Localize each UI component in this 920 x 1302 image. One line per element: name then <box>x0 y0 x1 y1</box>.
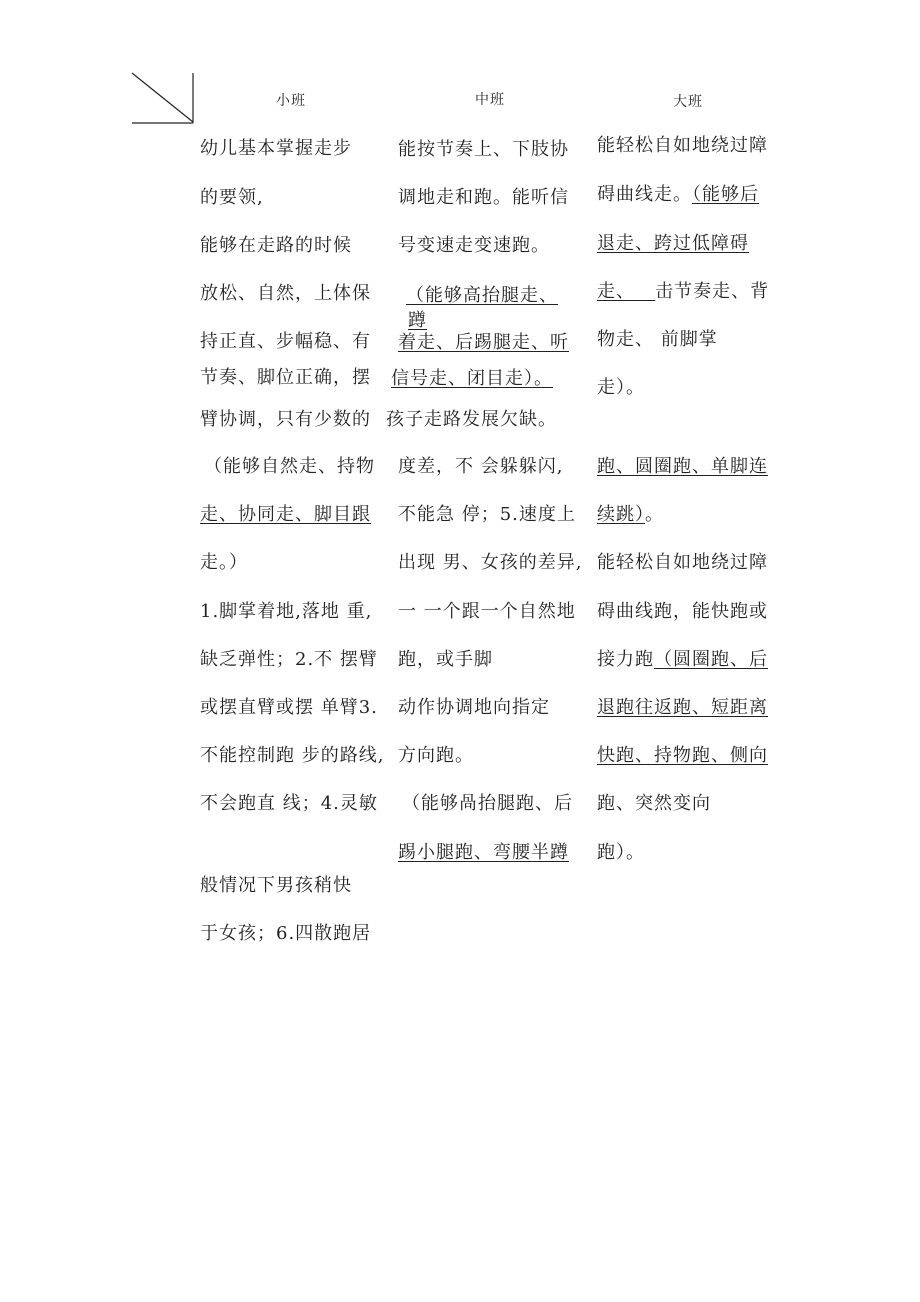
text-segment: 击节奏走、背 <box>655 281 770 302</box>
text-line: 动作协调地向指定 <box>398 697 550 718</box>
text-line: 一 一个跟一个自然地 <box>398 601 576 622</box>
text-line: 放松、自然，上体保 <box>200 283 371 304</box>
text-line: 物走、 前脚掌 <box>597 329 718 350</box>
text-line: 能轻松自如地绕过障 <box>597 135 768 156</box>
text-line-mixed <box>597 277 769 303</box>
text-line: 持正直、步幅稳、有 <box>200 331 371 352</box>
text-line: 跑，或手脚 <box>398 649 493 670</box>
text-line: 度差，不 会躲躲闪, <box>398 456 564 477</box>
text-line: 能轻松自如地绕过障 <box>597 552 768 573</box>
text-line: 走。） <box>200 552 248 573</box>
text-line: 能够在走路的时候 <box>200 235 352 256</box>
text-segment-underlined: （能够后 <box>692 184 759 205</box>
text-line: 出现 男、女孩的差异, <box>398 552 583 573</box>
text-line-underlined: 跑、圆圈跑、单脚连 <box>597 456 768 477</box>
text-line-underlined: 着走、后踢腿走、听 <box>398 332 569 353</box>
text-line: 跑）。 <box>597 842 645 863</box>
text-line: 臂协调，只有少数的 <box>200 409 371 430</box>
text-line: （能够咼抬腿跑、后 <box>402 793 573 814</box>
text-segment-underlined <box>635 281 655 302</box>
text-line-underlined: 蹲 <box>408 310 427 331</box>
text-line-mixed <box>597 645 768 671</box>
text-segment: 。 <box>645 504 664 525</box>
text-line: 不能急 停；5.速度上 <box>398 504 576 525</box>
text-segment: 接力跑 <box>597 649 654 670</box>
text-line: 孩子走路发展欠缺。 <box>386 409 557 430</box>
text-line: 能按节奏上、下肢协 <box>398 139 569 160</box>
text-line: 幼儿基本掌握走步 <box>200 138 352 159</box>
text-line-underlined: 走、协同走、脚目跟 <box>200 504 371 525</box>
text-segment-underlined: 续跳） <box>597 504 645 525</box>
text-line: （能够自然走、持物 <box>204 456 375 477</box>
text-line-underlined: 退走、跨过低障碍 <box>597 233 749 254</box>
text-segment-underlined: 走、 <box>597 281 635 302</box>
text-line: 不会跑直 线；4.灵敏 <box>200 793 378 814</box>
text-line: 碍曲线跑，能快跑或 <box>597 601 768 622</box>
text-line: 于女孩；6.四散跑居 <box>200 923 372 944</box>
text-segment-underlined: （圆圈跑、后 <box>654 649 768 670</box>
text-line: 般情况下男孩稍快 <box>200 875 352 896</box>
text-line: 跑、突然变向 <box>597 793 711 814</box>
header-diagonal-corner <box>131 72 195 124</box>
text-line-underlined: 信号走、闭目走）。 <box>391 368 553 389</box>
text-line-underlined: 踢小腿跑、弯腰半蹲 <box>398 842 569 863</box>
text-line-underlined: （能够高抬腿走、 <box>406 285 558 306</box>
text-line: 号变速走变速跑。 <box>398 235 550 256</box>
text-line-mixed <box>597 180 759 206</box>
text-line: 节奏、脚位正确，摆 <box>200 367 371 388</box>
text-line-underlined: 快跑、持物跑、侧向 <box>597 745 768 766</box>
text-line-mixed <box>597 500 664 526</box>
text-line: 走）。 <box>597 377 645 398</box>
header-middle-class: 中班 <box>475 92 505 108</box>
text-line: 的要领, <box>200 187 264 208</box>
text-line: 或摆直臂或摆 单臂3. <box>200 697 378 718</box>
header-small-class: 小班 <box>276 93 306 109</box>
text-line: 调地走和跑。能听信 <box>398 187 569 208</box>
text-line: 1.脚掌着地,落地 重, <box>200 601 373 622</box>
header-large-class: 大班 <box>673 94 703 110</box>
text-line: 缺乏弹性；2.不 摆臂 <box>200 649 378 670</box>
text-segment: 碍曲线走。 <box>597 184 692 205</box>
text-line: 方向跑。 <box>398 745 474 766</box>
text-line: 不能控制跑 步的路线, <box>200 745 385 766</box>
text-line-underlined: 退跑往返跑、短距离 <box>597 697 768 718</box>
